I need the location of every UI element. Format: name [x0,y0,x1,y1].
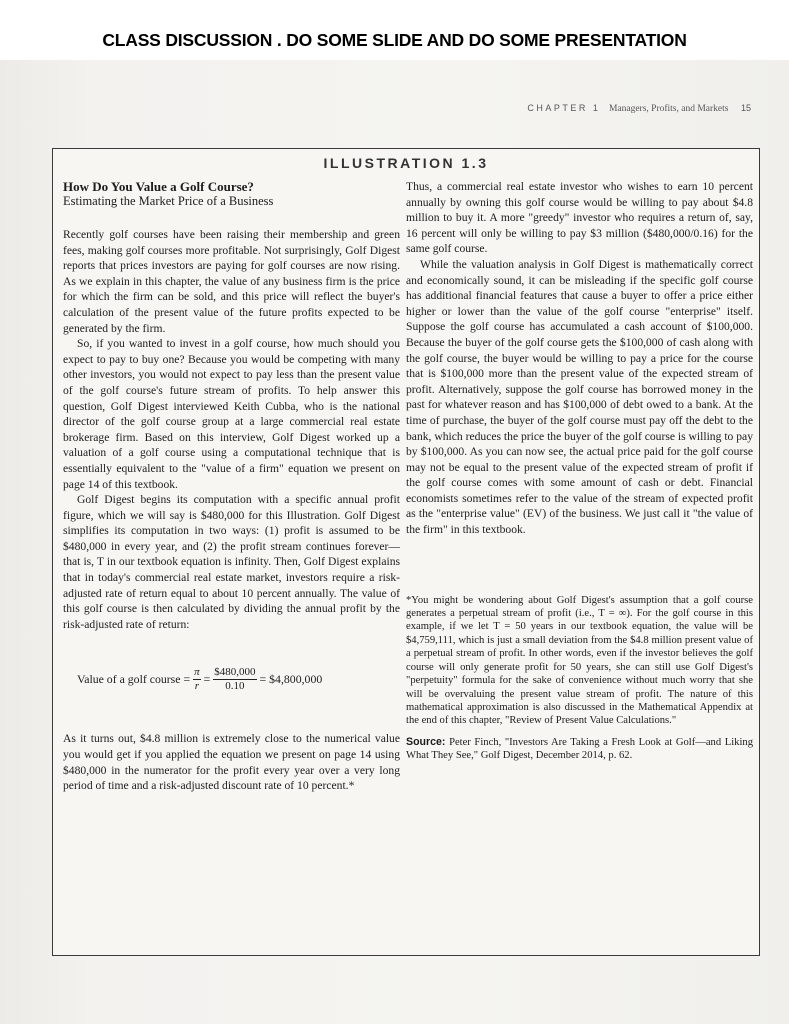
formula-numerator: $480,000 [214,666,256,679]
paragraph: As it turns out, $4.8 million is extremely close to the numerical value you would get if you applied the equation we present on page 14 using $480,000 in the numerator for the profit every year over a very long period of time and a risk-adjusted discount rate of 10 percent.* [63,732,400,793]
illustration-heading: How Do You Value a Golf Course? [63,179,254,194]
valuation-formula [63,666,400,693]
source-label: Source: [406,735,446,748]
right-column [406,179,753,763]
formula-r: r [194,680,200,693]
illustration-box [52,148,760,956]
left-column [63,179,400,794]
running-head [527,103,751,114]
formula-label: Value of a golf course = [77,672,191,687]
section-label: Managers, Profits, and Markets [608,104,729,114]
paragraph: So, if you wanted to invest in a golf course, how much should you expect to pay to buy one? Because you would be competing with many other investors, you would not expect to pay less than the present value of the golf course's future stream of profits. To help answer this question, Golf Digest interviewed Keith Cubba, who is the national director of the golf course group at a large commercial real estate brokerage firm. Based on this interview, Golf Digest worked up a valuation of a golf course using a computational technique that is essentially equivalent to the "value of a firm" equation we present on page 14 of this textbook. [63,337,400,491]
formula-fraction [213,666,256,693]
paragraph: While the valuation analysis in Golf Digest is mathematically correct and economically sound, it can be misleading if the specific golf course has additional financial features that cause a buyer to offer a price either higher or lower than the value of the golf course "enterprise" itself. Suppose the golf course has accumulated a cash account of $100,000. Because the buyer of the golf course gets the $100,000 of cash along with the golf course, the buyer would be willing to pay a price for the course that is $100,000 more than the present value of the expected stream of profit. Alternatively, suppose the golf course has borrowed money in the past for whatever reason and has $100,000 of debt owed to a bank. At the time of purchase, the buyer of the golf course must pay off the debt to the bank, which reduces the price the buyer of the golf course is willing to pay by $100,000. As you can now see, the actual price paid for the golf course may not be equal to the present value of the expected stream of profit if the golf course comes with some amount of cash or debt. Financial economists sometimes refer to the value of the stream of expected profit as the "enterprise value" (EV) of the business. We just call it "the value of the firm" in this textbook. [406,257,753,537]
source-citation [406,736,753,763]
equals-sign: = [203,672,211,687]
illustration-subheading: Estimating the Market Price of a Business [63,194,274,208]
chapter-label: CHAPTER 1 [527,103,601,113]
source-text: Peter Finch, "Investors Are Taking a Fresh Look at Golf—and Liking What They See," Golf Digest, December 2014, p. 62. [406,736,753,762]
paragraph: Golf Digest begins its computation with a specific annual profit figure, which we will say is $480,000 for this Illustration. Golf Digest simplifies its computation in two ways: (1) profit is assumed to be $480,000 in every year, and (2) the profit stream continues forever—that is, T in our textbook equation is infinity. Then, Golf Digest explains that in today's commercial real estate market, investors require a risk-adjusted rate of return equal to about 10 percent annually. The value of this golf course is then calculated by dividing the annual profit by the risk-adjusted rate of return: [63,493,400,631]
formula-result: = $4,800,000 [259,672,323,687]
discussion-title: CLASS DISCUSSION . DO SOME SLIDE AND DO SOME PRESENTATION [102,30,687,50]
paragraph: Thus, a commercial real estate investor who wishes to earn 10 percent annually by owning this golf course would be willing to pay about $4.8 million to buy it. A more "greedy" investor who requires a return of, say, 16 percent will only be willing to pay $3 million ($480,000/0.16) for the same golf course. [406,180,753,256]
pi-over-r [193,666,201,693]
formula-denominator: 0.10 [225,680,245,693]
page-number: 15 [740,103,751,113]
paragraph: Recently golf courses have been raising their membership and green fees, making golf courses more profitable. Not surprisingly, Golf Digest reports that prices investors are paying for golf courses are now rising. As we explain in this chapter, the value of any business firm is the price for which the firm can be sold, and this price will reflect the buyer's calculation of the present value of the future profits expected to be generated by the firm. [63,228,400,335]
formula-pi: π [194,666,200,679]
footnote: *You might be wondering about Golf Digest's assumption that a golf course generates a perpetual stream of profit (i.e., T = ∞). For the golf course in this example, if we let T = 50 years in our textbook equation, the value will be $4,759,111, which is just a small deviation from the $4.8 million present value of a perpetual stream of profit. In other words, even if the investor believes the golf course will only generate profit for 50 years, she can still use Golf Digest's "perpetuity" formula for the sake of convenience without much worry that she will be overvaluing the present value stream of profit. The nature of this mathematical approximation is also discussed in the Mathematical Appendix at the end of this chapter, "Review of Present Value Calculations." [406,594,753,727]
illustration-title: ILLUSTRATION 1.3 [323,155,489,171]
